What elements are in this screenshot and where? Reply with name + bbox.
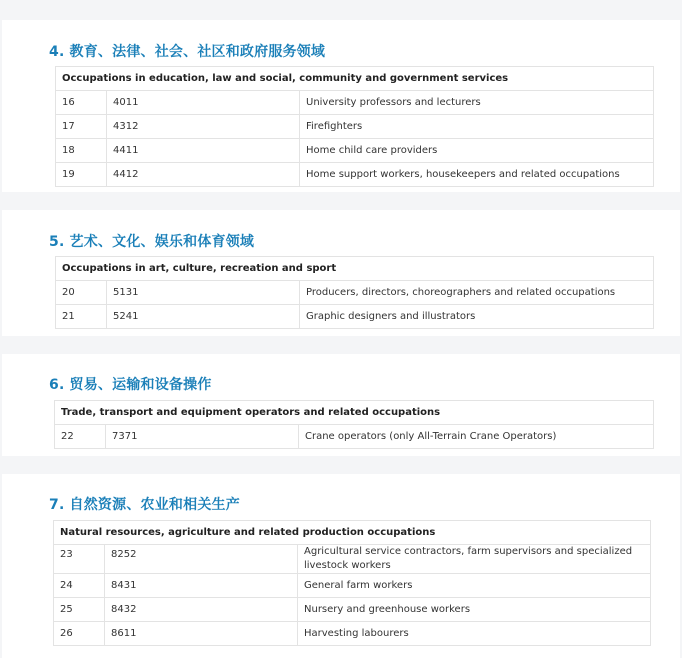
- noc-code: 8611: [105, 622, 298, 646]
- table-row: [54, 622, 651, 646]
- table-header-row: [54, 521, 651, 545]
- table-header: Occupations in education, law and social, community and government services: [56, 67, 654, 91]
- noc-code: 8431: [105, 574, 298, 598]
- occupation-name: Graphic designers and illustrators: [300, 305, 654, 329]
- section-title-4: 4. 教育、法律、社会、社区和政府服务领域: [49, 44, 326, 60]
- row-number: 20: [56, 281, 107, 305]
- noc-code: 4412: [107, 163, 300, 187]
- section-title-5: 5. 艺术、文化、娱乐和体育领域: [49, 234, 255, 250]
- table-header-row: [56, 67, 654, 91]
- table-row: [54, 598, 651, 622]
- occupation-name: Nursery and greenhouse workers: [298, 598, 651, 622]
- noc-code: 7371: [106, 425, 299, 449]
- occupation-name: Home support workers, housekeepers and related occupations: [300, 163, 654, 187]
- table-header: Trade, transport and equipment operators and related occupations: [55, 401, 654, 425]
- section-title-6: 6. 贸易、运输和设备操作: [49, 377, 212, 393]
- table-row: [54, 574, 651, 598]
- occupation-name: Harvesting labourers: [298, 622, 651, 646]
- occupation-name: Home child care providers: [300, 139, 654, 163]
- row-number: 22: [55, 425, 106, 449]
- table-row: [56, 115, 654, 139]
- noc-code: 5131: [107, 281, 300, 305]
- occupation-table-6: [54, 400, 654, 449]
- occupation-name: Producers, directors, choreographers and related occupations: [300, 281, 654, 305]
- noc-code: 8252: [105, 545, 298, 574]
- table-row: [56, 91, 654, 115]
- row-number: 16: [56, 91, 107, 115]
- noc-code: 4411: [107, 139, 300, 163]
- occupation-name: General farm workers: [298, 574, 651, 598]
- row-number: 25: [54, 598, 105, 622]
- table-row: [56, 281, 654, 305]
- occupation-name: University professors and lecturers: [300, 91, 654, 115]
- occupation-name: Crane operators (only All-Terrain Crane Operators): [299, 425, 654, 449]
- section-title-7: 7. 自然资源、农业和相关生产: [49, 497, 240, 513]
- row-number: 23: [54, 545, 105, 574]
- table-header-row: [56, 257, 654, 281]
- row-number: 21: [56, 305, 107, 329]
- occupation-name: Agricultural service contractors, farm supervisors and specialized livestock workers: [298, 545, 651, 574]
- table-row: [56, 163, 654, 187]
- occupation-table-5: [55, 256, 654, 329]
- row-number: 19: [56, 163, 107, 187]
- table-header: Natural resources, agriculture and related production occupations: [54, 521, 651, 545]
- row-number: 17: [56, 115, 107, 139]
- table-row: [55, 425, 654, 449]
- noc-code: 8432: [105, 598, 298, 622]
- table-header-row: [55, 401, 654, 425]
- table-row: [56, 139, 654, 163]
- row-number: 24: [54, 574, 105, 598]
- table-row: [56, 305, 654, 329]
- occupation-table-4: [55, 66, 654, 187]
- table-row: [54, 545, 651, 574]
- row-number: 18: [56, 139, 107, 163]
- noc-code: 4312: [107, 115, 300, 139]
- row-number: 26: [54, 622, 105, 646]
- occupation-name: Firefighters: [300, 115, 654, 139]
- occupation-table-7: [53, 520, 651, 646]
- table-header: Occupations in art, culture, recreation and sport: [56, 257, 654, 281]
- noc-code: 4011: [107, 91, 300, 115]
- noc-code: 5241: [107, 305, 300, 329]
